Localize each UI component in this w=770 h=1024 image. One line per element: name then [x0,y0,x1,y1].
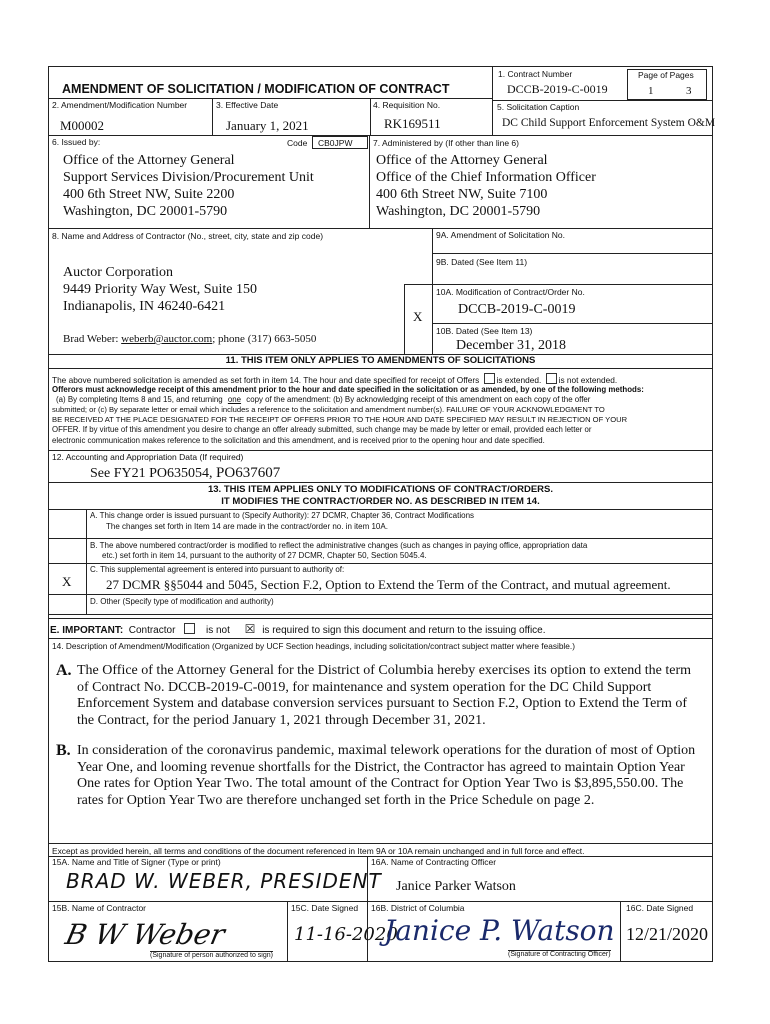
section-11-line-4: submitted; or (c) By separate letter or email which includes a reference to the solicitation and amendment number(s). FAILURE OF YOUR ACKNOWLEDGMENT TO [52,405,605,414]
divider [48,228,713,229]
signer-label: 15A. Name and Title of Signer (Type or print) [52,857,221,867]
section-13-c-2: 27 DCMR §§5044 and 5045, Section F.2, Option to Extend the Term of the Contract, and mutual agreement. [106,577,671,592]
divider [492,66,493,136]
section-11-title: 11. THIS ITEM ONLY APPLIES TO AMENDMENTS OF SOLICITATIONS [225,355,536,366]
administered-by-line-1: Office of the Attorney General [376,153,548,168]
officer-date-label: 16C. Date Signed [626,903,694,913]
contractor-label: 8. Name and Address of Contractor (No., street, city, state and zip code) [52,231,324,241]
divider [48,901,713,902]
dated-9b-label: 9B. Dated (See Item 11) [436,257,528,267]
requisition-label: 4. Requisition No. [373,100,441,110]
divider [48,450,713,451]
s11-text-1: The above numbered solicitation is amended as set forth in item 14. The hour and date specified for receipt of Offers [52,375,480,385]
s11-l3-one: one [227,395,242,404]
divider [48,509,713,510]
accounting-label: 12. Accounting and Appropriation Data (If required) [52,452,244,462]
paragraph-a [56,663,696,729]
contractor-line-1: Auctor Corporation [63,265,174,280]
divider [48,482,713,483]
section-13-c-1: C. This supplemental agreement is entered into pursuant to authority of: [90,565,345,574]
accounting-value [90,465,280,482]
divider [48,843,713,844]
section-11-line-3 [56,395,590,405]
section-13-b-2: etc.) set forth in item 14, pursuant to the authority of 27 DCMR, Chapter 50, Section 5045.4. [102,551,427,560]
divider [620,901,621,962]
important-is-not: is not [205,625,230,636]
paragraph-a-letter: A. [56,662,72,679]
important-contractor: Contractor [128,625,176,636]
section-11-line-2: Offerors must acknowledge receipt of this amendment prior to the hour and date specified in the solicitation or as amended, by one of the following methods: [52,385,644,394]
section-13-title-1: 13. THIS ITEM APPLIES ONLY TO MODIFICATIONS OF CONTRACT/ORDERS. [207,484,554,495]
mod-10a-mark: X [413,309,423,324]
paragraph-b-text: In consideration of the coronavirus pandemic, maximal telework operations for the duration of most of Option Year One, and looming revenue shortfalls for the District, the Contractor has agreed to maintain Option Year One rates for Option Year Two. The total amount of the Contract for Option Year Two is $3,895,550.00. The rates for Option Year Two are therefore unchanged set forth in the Price Schedule on page 2. [77,743,696,808]
accounting-po-1: See FY21 PO635054, [90,466,217,481]
code-label: Code [287,138,308,148]
description-label: 14. Description of Amendment/Modification (Organized by UCF Section headings, including solicitation/contract subject matter where feasible.) [52,641,575,651]
contractor-line-2: 9449 Priority Way West, Suite 150 [63,282,258,297]
page-number: 1 [648,85,654,97]
section-13-title-2: IT MODIFIES THE CONTRACT/ORDER NO. AS DESCRIBED IN ITEM 14. [221,496,540,507]
district-label: 16B. District of Columbia [371,903,465,913]
is-required-checkbox[interactable]: ☒ [244,622,256,636]
divider [48,538,713,539]
amendment-number: M00002 [60,118,105,133]
divider [48,563,713,564]
section-13-a-1: A. This change order is issued pursuant to (Specify Authority): 27 DCMR, Chapter 36, Contract Modifications [90,511,475,520]
section-11-line-1 [52,373,617,385]
s11-l3a: (a) By completing Items 8 and 15, and returning [56,395,223,404]
contact-email[interactable]: weberb@auctor.com [121,333,213,345]
contractor-sig-caption: (Signature of person authorized to sign) [150,952,273,959]
important-is-required: is required to sign this document and return to the issuing office. [262,625,546,636]
divider [48,638,713,639]
signer-name: BRAD W. WEBER, PRESIDENT [66,869,382,893]
total-pages: 3 [686,85,692,97]
contractor-date-label: 15C. Date Signed [291,903,359,913]
effective-date: January 1, 2021 [226,118,309,133]
divider [404,284,405,354]
divider [86,509,87,614]
officer-label: 16A. Name of Contracting Officer [371,857,497,867]
requisition-number: RK169511 [384,116,441,131]
contact-prefix: Brad Weber: [63,333,122,345]
is-not-checkbox[interactable] [184,623,195,634]
contractor-contact [63,333,316,345]
divider [432,228,433,354]
divider [492,100,713,101]
accounting-po-2: PO637607 [216,465,281,481]
officer-date: 12/21/2020 [626,924,709,944]
solicitation-caption-label: 5. Solicitation Caption [497,102,580,112]
issued-by-line-1: Office of the Attorney General [63,153,235,168]
divider [48,594,713,595]
officer-name: Janice Parker Watson [396,879,516,894]
is-extended-checkbox[interactable] [484,373,495,384]
section-13-a-2: The changes set forth in Item 14 are made in the contract/order no. in item 10A. [106,522,388,531]
contractor-name-label: 15B. Name of Contractor [52,903,147,913]
divider [48,618,713,619]
divider [48,135,713,136]
issued-by-label: 6. Issued by: [52,137,101,147]
section-11-line-5: BE RECEIVED AT THE PLACE DESIGNATED FOR THE RECEIPT OF OFFERS PRIOR TO THE HOUR AND DATE SPECIFIED MAY RESULT IN REJECTION OF YOUR [52,415,628,424]
dated-10b-value: December 31, 2018 [456,338,567,353]
contract-number: DCCB-2019-C-0019 [507,82,608,96]
administered-by-line-3: 400 6th Street NW, Suite 7100 [376,187,548,202]
contractor-line-3: Indianapolis, IN 46240-6421 [63,299,226,314]
amendment-9a-label: 9A. Amendment of Solicitation No. [436,230,565,240]
officer-signature: Janice P. Watson [384,914,615,947]
paragraph-b-letter: B. [56,742,71,759]
divider [287,901,288,962]
divider [369,135,370,228]
except-text: Except as provided herein, all terms and conditions of the document referenced in Item 9A or 10A remain unchanged and in full force and effect. [52,846,585,856]
s11-is-not-extended: is not extended. [558,375,618,385]
paragraph-b [56,743,696,809]
paragraph-a-text: The Office of the Attorney General for the District of Columbia hereby exercises its option to extend the term of Contract No. DCCB-2019-C-0019, for maintenance and system operation for the DC Child Support Enforcement System and database conversion services pursuant to Section F.2, Option to Extend the Term of the Contract, for the period January 1, 2021 through December 31, 2021. [77,663,691,728]
issued-by-line-2: Support Services Division/Procurement Unit [63,170,314,185]
divider [432,253,713,254]
code-value: CB0JPW [318,138,353,148]
mod-10a-value: DCCB-2019-C-0019 [458,302,576,317]
s11-is-extended: is extended. [496,375,542,385]
section-13-d-1: D. Other (Specify type of modification and authority) [90,597,274,606]
section-11-line-6: OFFER. If by virtue of this amendment you desire to change an offer already submitted, such change may be made by letter or email, provided each letter or [52,425,592,434]
administered-by-label: 7. Administered by (If other than line 6) [373,138,519,148]
form-title: AMENDMENT OF SOLICITATION / MODIFICATION OF CONTRACT [62,82,450,96]
important-row [50,622,546,636]
officer-sig-caption: (Signature of Contracting Officer) [508,951,611,958]
issued-by-line-3: 400 6th Street NW, Suite 2200 [63,187,235,202]
divider [48,368,713,369]
important-label: E. IMPORTANT: [50,625,124,636]
divider [404,284,713,285]
amendment-number-label: 2. Amendment/Modification Number [52,100,188,110]
divider [48,614,713,615]
issued-by-line-4: Washington, DC 20001-5790 [63,204,228,219]
section-11-line-7: electronic communication makes reference to the solicitation and this amendment, and is received prior to the opening hour and date specified. [52,436,545,445]
dated-10b-label: 10B. Dated (See Item 13) [436,326,533,336]
contractor-signature: B W Weber [62,918,228,951]
s11-l3b: copy of the amendment: (b) By acknowledging receipt of this amendment on each copy of the offer [246,395,591,404]
administered-by-line-2: Office of the Chief Information Officer [376,170,596,185]
contractor-date: 11-16-2020 [294,924,398,945]
section-13-b-1: B. The above numbered contract/order is modified to reflect the administrative changes (such as changes in paying office, appropriation data [90,541,588,550]
solicitation-caption: DC Child Support Enforcement System O&M [502,117,716,129]
contact-phone: ; phone (317) 663-5050 [212,333,317,345]
contract-number-label: 1. Contract Number [498,69,573,79]
mod-10a-label: 10A. Modification of Contract/Order No. [436,287,585,297]
effective-date-label: 3. Effective Date [216,100,279,110]
is-not-extended-checkbox[interactable] [546,373,557,384]
divider [432,323,713,324]
page-of-pages-label: Page of Pages [638,70,694,80]
section-13-c-mark: X [62,574,72,589]
administered-by-line-4: Washington, DC 20001-5790 [376,204,541,219]
